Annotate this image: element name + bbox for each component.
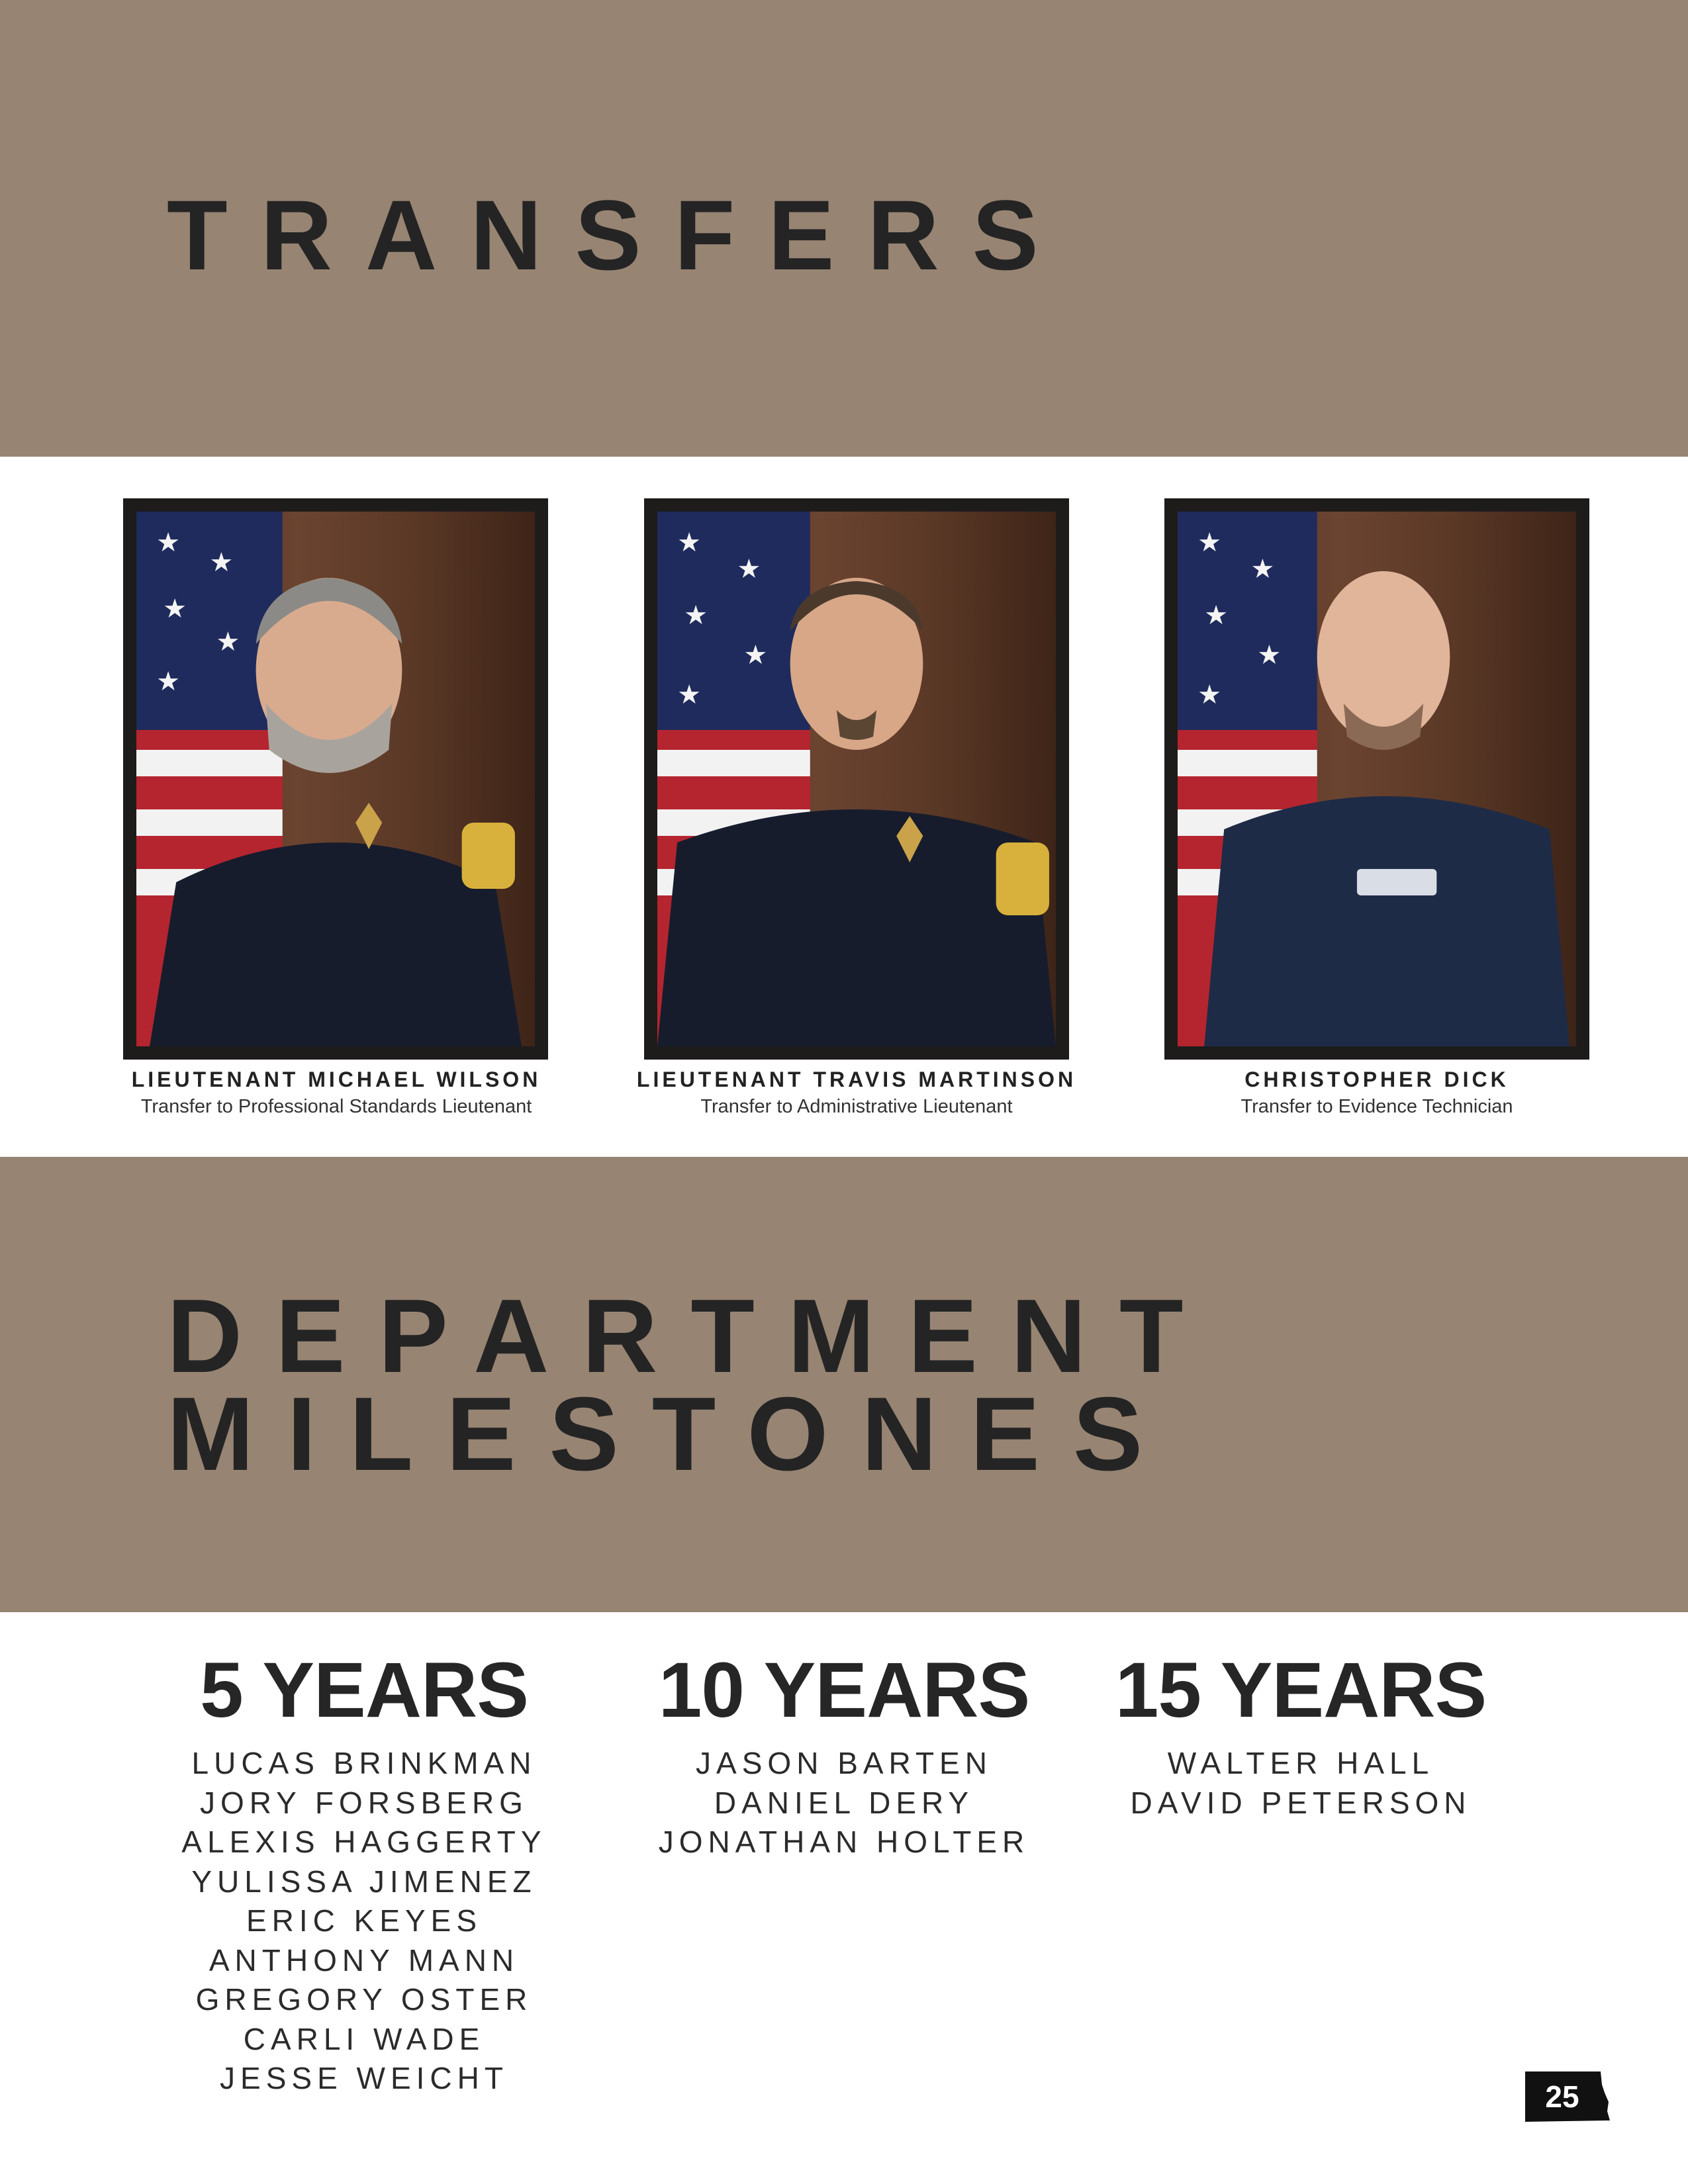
svg-text:★: ★ [684, 601, 708, 630]
svg-text:★: ★ [737, 555, 761, 584]
list-item: GREGORY OSTER [195, 1982, 533, 2017]
list-item: DAVID PETERSON [1130, 1785, 1472, 1820]
list-item: JASON BARTEN [696, 1746, 992, 1780]
caption-christopher-dick [1119, 1067, 1635, 1118]
list-item: CARLI WADE [243, 2021, 485, 2056]
list-item: DANIEL DERY [714, 1785, 974, 1820]
svg-text:★: ★ [1257, 641, 1282, 670]
list-item: ANTHONY MANN [209, 1942, 520, 1978]
svg-text:★: ★ [743, 641, 768, 670]
milestone-name-list [612, 1744, 1076, 1862]
svg-text:★: ★ [216, 627, 240, 657]
page-number-badge [1523, 2070, 1612, 2123]
person-role: Transfer to Administrative Lieutenant [700, 1096, 1013, 1118]
portrait-travis-martinson [644, 498, 1069, 1060]
milestone-name-list [132, 1744, 596, 2099]
milestone-column-5-years [132, 1647, 596, 2099]
person-name: LIEUTENANT MICHAEL WILSON [131, 1068, 541, 1091]
milestone-column-15-years [1069, 1647, 1532, 1823]
list-item: JONATHAN HOLTER [658, 1825, 1030, 1859]
svg-text:★: ★ [677, 528, 702, 557]
list-item: ALEXIS HAGGERTY [181, 1825, 547, 1859]
milestone-heading: 10 YEARS [658, 1647, 1030, 1734]
svg-text:★: ★ [156, 528, 181, 557]
transfers-title: TRANSFERS [167, 179, 1072, 291]
svg-text:★: ★ [1197, 528, 1222, 557]
svg-text:★: ★ [677, 680, 702, 709]
list-item: JESSE WEICHT [220, 2061, 508, 2095]
milestone-heading: 15 YEARS [1115, 1647, 1487, 1734]
page-number: 25 [1545, 2079, 1579, 2114]
portrait-christopher-dick [1164, 498, 1589, 1060]
caption-michael-wilson [78, 1067, 594, 1118]
svg-text:★: ★ [1197, 680, 1222, 709]
svg-text:★: ★ [1204, 601, 1229, 630]
milestones-title-line1: DEPARTMENT [167, 1278, 1217, 1394]
list-item: ERIC KEYES [246, 1903, 483, 1938]
milestone-name-list [1069, 1744, 1532, 1823]
svg-text:★: ★ [156, 667, 181, 696]
svg-text:★: ★ [209, 548, 234, 577]
person-name: LIEUTENANT TRAVIS MARTINSON [636, 1068, 1077, 1091]
list-item: JORY FORSBERG [200, 1785, 528, 1820]
caption-travis-martinson [598, 1067, 1115, 1118]
milestone-heading: 5 YEARS [200, 1647, 528, 1734]
milestone-column-10-years [612, 1647, 1076, 1862]
person-role: Transfer to Evidence Technician [1241, 1096, 1513, 1118]
person-role: Transfer to Professional Standards Lieutenant [140, 1096, 532, 1118]
milestones-title-line2: MILESTONES [167, 1376, 1176, 1492]
milestones-title [167, 1278, 1217, 1492]
svg-text:★: ★ [1250, 555, 1275, 584]
list-item: YULISSA JIMENEZ [191, 1864, 537, 1899]
svg-text:★: ★ [163, 594, 187, 623]
person-name: CHRISTOPHER DICK [1244, 1068, 1509, 1091]
portrait-michael-wilson [123, 498, 548, 1060]
list-item: LUCAS BRINKMAN [191, 1746, 537, 1780]
list-item: WALTER HALL [1167, 1746, 1434, 1780]
